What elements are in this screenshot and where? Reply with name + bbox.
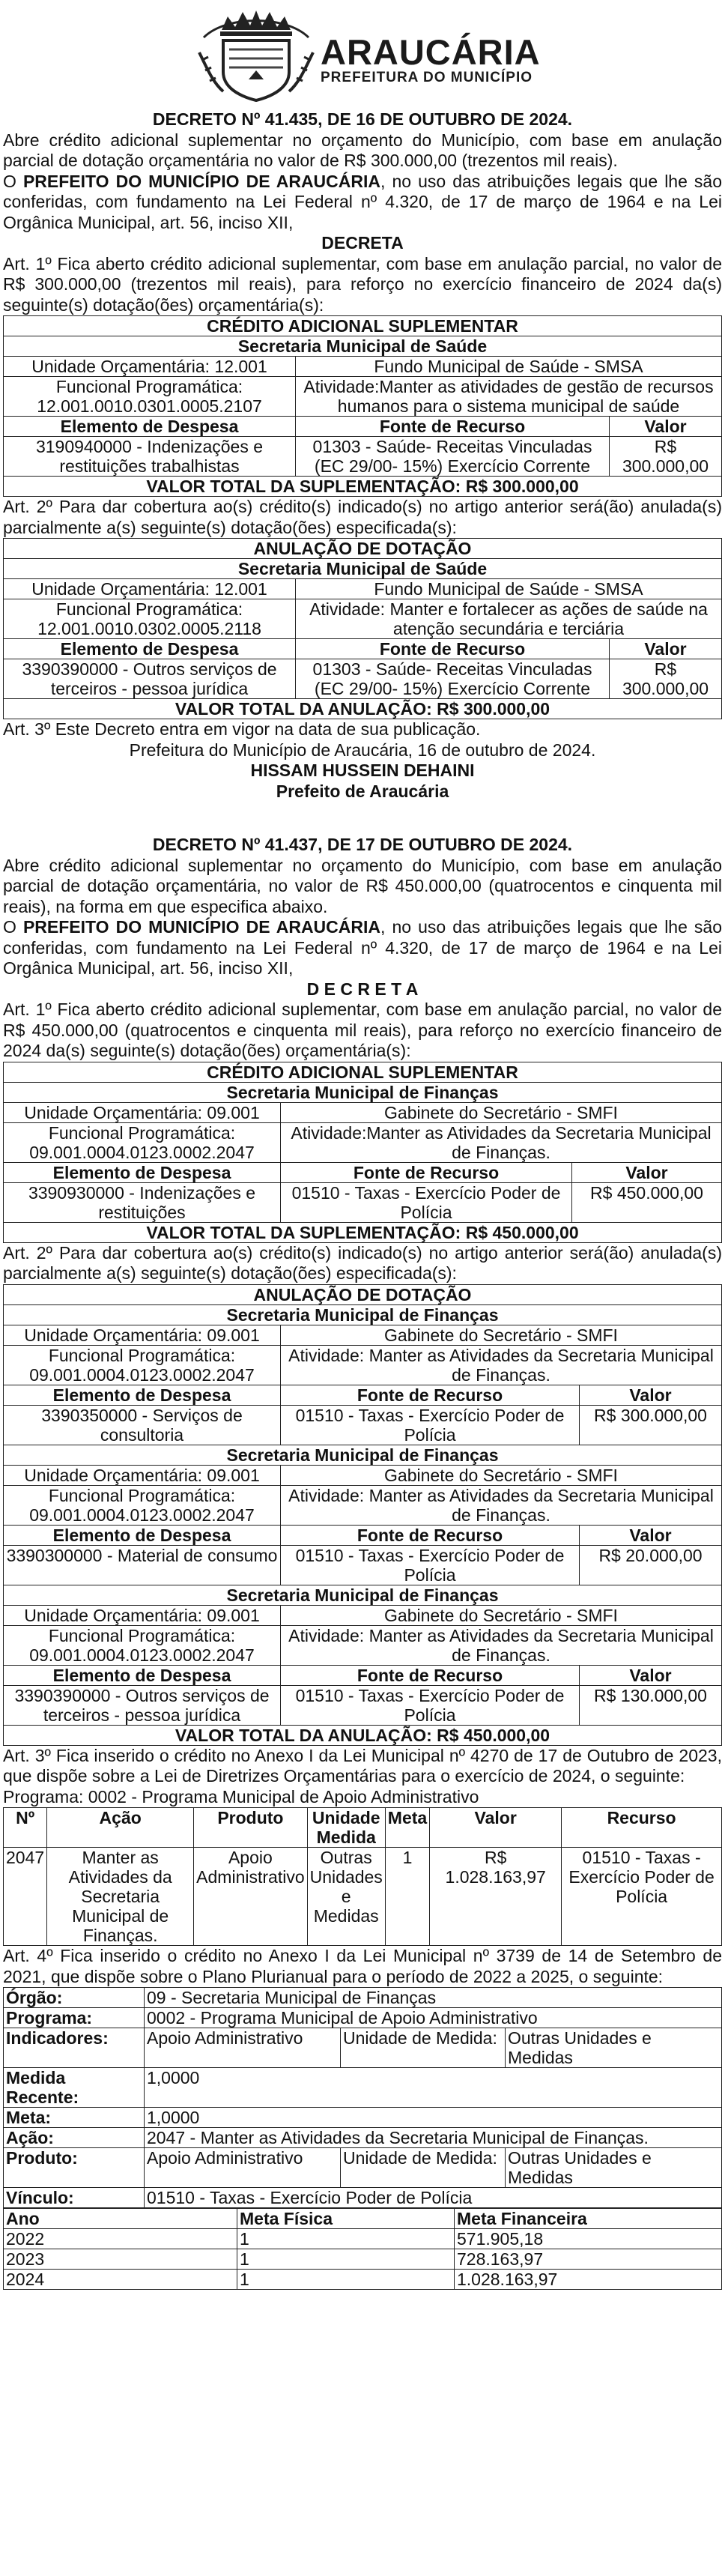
programa-line: Programa: 0002 - Programa Municipal de Apoio Administrativo	[3, 1786, 479, 1806]
secretaria-heading: Secretaria Municipal de Finanças	[4, 1445, 722, 1465]
elemento-cell: 3390930000 - Indenizações e restituições	[4, 1182, 281, 1222]
cell-meta: 1	[385, 1848, 429, 1946]
value-acao: 2047 - Manter as Atividades da Secretaria Municipal de Finanças.	[145, 2128, 722, 2148]
atividade-cell: Atividade: Manter as Atividades da Secretaria Municipal de Finanças.	[281, 1485, 722, 1525]
cell-unidade: Outras Unidades e Medidas	[307, 1848, 385, 1946]
fonte-cell: 01510 - Taxas - Exercício Poder de Polícia	[281, 1405, 580, 1445]
cell-meta-fisica: 1	[237, 2270, 455, 2290]
cell-valor: R$ 1.028.163,97	[430, 1848, 562, 1946]
table-row	[4, 1848, 722, 1946]
signer-name: HISSAM HUSSEIN DEHAINI	[250, 761, 475, 780]
header-numero: Nº	[4, 1808, 47, 1848]
value-unidade: Outras Unidades e Medidas	[506, 2028, 722, 2068]
label-meta: Meta:	[4, 2108, 145, 2128]
total-row: VALOR TOTAL DA ANULAÇÃO: R$ 300.000,00	[4, 699, 722, 719]
unidade-cell: Unidade Orçamentária: 09.001	[4, 1102, 281, 1122]
page-header	[3, 0, 722, 109]
header-valor: Valor	[610, 417, 722, 437]
secretaria-heading: Secretaria Municipal de Finanças	[4, 1304, 722, 1325]
cell-ano: 2022	[4, 2229, 237, 2249]
brand-subtitle: PREFEITURA DO MUNICÍPIO	[321, 70, 533, 85]
valor-cell: R$ 300.000,00	[610, 437, 722, 477]
fonte-cell: 01510 - Taxas - Exercício Poder de Polícia	[281, 1182, 572, 1222]
table-row	[4, 2249, 722, 2270]
secretaria-heading: Secretaria Municipal de Saúde	[4, 559, 722, 579]
gabinete-cell: Gabinete do Secretário - SMFI	[281, 1102, 722, 1122]
ppa-years-table	[3, 2208, 722, 2290]
header-valor: Valor	[580, 1385, 722, 1405]
unidade-cell: Unidade Orçamentária: 09.001	[4, 1325, 281, 1345]
header-ano: Ano	[4, 2209, 237, 2229]
header-meta-financeira: Meta Financeira	[455, 2209, 722, 2229]
decree-ementa: Abre crédito adicional suplementar no orçamento do Município, com base em anulação parcial de dotação orçamentária, no valor de R$ 450.000,00 (quatrocentos e cinquenta mil reais), na forma em que especifica abaixo.	[3, 855, 722, 916]
total-row: VALOR TOTAL DA SUPLEMENTAÇÃO: R$ 300.000,00	[4, 477, 722, 497]
cell-recurso: 01510 - Taxas - Exercício Poder de Polícia	[562, 1848, 722, 1946]
value-programa: 0002 - Programa Municipal de Apoio Administrativo	[145, 2008, 722, 2028]
atividade-cell: Atividade:Manter as Atividades da Secretaria Municipal de Finanças.	[281, 1122, 722, 1162]
value-indicadores: Apoio Administrativo	[145, 2028, 341, 2068]
supplementary-credit-table	[3, 315, 722, 497]
decreta-heading: D E C R E T A	[306, 979, 419, 999]
value-unidade-produto: Outras Unidades e Medidas	[506, 2148, 722, 2188]
total-row: VALOR TOTAL DA ANULAÇÃO: R$ 450.000,00	[4, 1725, 722, 1745]
elemento-cell: 3190940000 - Indenizações e restituições trabalhistas	[4, 437, 296, 477]
article-1: Art. 1º Fica aberto crédito adicional suplementar, com base em anulação parcial, no valor de R$ 450.000,00 (quatrocentos e cinquenta mil reais), para reforço no exercício financeiro de 2024 da(s) seguinte(s) dotação(ões) orçamentária(s):	[3, 1000, 722, 1060]
cell-acao: Manter as Atividades da Secretaria Municipal de Finanças.	[47, 1848, 194, 1946]
table-row	[4, 2229, 722, 2249]
elemento-cell: 3390350000 - Serviços de consultoria	[4, 1405, 281, 1445]
unidade-cell: Unidade Orçamentária: 12.001	[4, 357, 296, 377]
header-meta: Meta	[385, 1808, 429, 1848]
label-unidade-produto: Unidade de Medida:	[341, 2148, 506, 2188]
article-1: Art. 1º Fica aberto crédito adicional suplementar, com base em anulação parcial, no valor de R$ 300.000,00 (trezentos mil reais), para reforço no exercício financeiro de 2024 da(s) seguinte(s) dotação(ões) orçamentária(s):	[3, 253, 722, 315]
annulment-table	[3, 1284, 722, 1746]
elemento-cell: 3390300000 - Material de consumo	[4, 1545, 281, 1585]
header-elemento: Elemento de Despesa	[4, 1665, 281, 1685]
header-meta-fisica: Meta Física	[237, 2209, 455, 2229]
fonte-cell: 01510 - Taxas - Exercício Poder de Polícia	[281, 1545, 580, 1585]
header-valor: Valor	[430, 1808, 562, 1848]
ldo-program-table	[3, 1807, 722, 1946]
preamble-text: , no uso das atribuições legais que lhe são conferidas, com fundamento na Lei Federal nº 4.320, de 17 de março de 1964 e na Lei Orgânica Municipal, art. 56, inciso XII,	[3, 917, 723, 978]
municipality-logo	[196, 7, 541, 103]
ppa-info-table	[3, 1987, 722, 2208]
cell-meta-financeira: 1.028.163,97	[455, 2270, 722, 2290]
annulment-table	[3, 538, 722, 719]
decreta-heading: DECRETA	[321, 233, 404, 253]
gabinete-cell: Gabinete do Secretário - SMFI	[281, 1605, 722, 1625]
atividade-cell: Atividade: Manter e fortalecer as ações de saúde na atenção secundária e terciária	[296, 599, 722, 639]
header-fonte: Fonte de Recurso	[281, 1162, 572, 1182]
header-elemento: Elemento de Despesa	[4, 1385, 281, 1405]
place-date: Prefeitura do Município de Araucária, 16 de outubro de 2024.	[129, 740, 596, 760]
table-row	[4, 2270, 722, 2290]
label-indicadores: Indicadores:	[4, 2028, 145, 2068]
supplementary-credit-table	[3, 1062, 722, 1243]
elemento-cell: 3390390000 - Outros serviços de terceiros - pessoa jurídica	[4, 659, 296, 699]
decree-preamble	[3, 172, 722, 234]
label-orgao: Órgão:	[4, 1988, 145, 2008]
label-acao: Ação:	[4, 2128, 145, 2148]
table-title: CRÉDITO ADICIONAL SUPLEMENTAR	[4, 1062, 722, 1082]
atividade-cell: Atividade:Manter as atividades de gestão de recursos humanos para o sistema municipal de saúde	[296, 377, 722, 417]
value-orgao: 09 - Secretaria Municipal de Finanças	[145, 1988, 722, 2008]
preamble-authority: PREFEITO DO MUNICÍPIO DE ARAUCÁRIA	[22, 171, 381, 191]
fonte-cell: 01303 - Saúde- Receitas Vinculadas (EC 29/00- 15%) Exercício Corrente	[296, 659, 610, 699]
valor-cell: R$ 130.000,00	[580, 1685, 722, 1725]
funcional-cell: Funcional Programática: 12.001.0010.0301.0005.2107	[4, 377, 296, 417]
preamble-prefix: O	[3, 171, 23, 191]
label-unidade: Unidade de Medida:	[341, 2028, 506, 2068]
cell-meta-financeira: 571.905,18	[455, 2229, 722, 2249]
fonte-cell: 01303 - Saúde- Receitas Vinculadas (EC 29/00- 15%) Exercício Corrente	[296, 437, 610, 477]
elemento-cell: 3390390000 - Outros serviços de terceiros - pessoa jurídica	[4, 1685, 281, 1725]
value-meta: 1,0000	[145, 2108, 722, 2128]
value-produto: Apoio Administrativo	[145, 2148, 341, 2188]
decree-title: DECRETO Nº 41.435, DE 16 DE OUTUBRO DE 2024.	[152, 109, 573, 129]
unidade-cell: Unidade Orçamentária: 09.001	[4, 1465, 281, 1485]
valor-cell: R$ 20.000,00	[580, 1545, 722, 1585]
fundo-cell: Fundo Municipal de Saúde - SMSA	[296, 357, 722, 377]
header-fonte: Fonte de Recurso	[296, 417, 610, 437]
valor-cell: R$ 450.000,00	[572, 1182, 722, 1222]
gabinete-cell: Gabinete do Secretário - SMFI	[281, 1325, 722, 1345]
table-title: CRÉDITO ADICIONAL SUPLEMENTAR	[4, 316, 722, 336]
funcional-cell: Funcional Programática: 09.001.0004.0123.0002.2047	[4, 1345, 281, 1385]
fundo-cell: Fundo Municipal de Saúde - SMSA	[296, 579, 722, 599]
header-unidade: Unidade Medida	[307, 1808, 385, 1848]
header-produto: Produto	[194, 1808, 307, 1848]
article-2: Art. 2º Para dar cobertura ao(s) crédito(s) indicado(s) no artigo anterior será(ão) anulada(s) parcialmente a(s) seguinte(s) dotação(ões) especificada(s):	[3, 1242, 722, 1283]
header-elemento: Elemento de Despesa	[4, 1525, 281, 1545]
header-fonte: Fonte de Recurso	[296, 639, 610, 659]
cell-meta-fisica: 1	[237, 2229, 455, 2249]
unidade-cell: Unidade Orçamentária: 12.001	[4, 579, 296, 599]
header-fonte: Fonte de Recurso	[281, 1665, 580, 1685]
table-title: ANULAÇÃO DE DOTAÇÃO	[4, 1284, 722, 1304]
atividade-cell: Atividade: Manter as Atividades da Secretaria Municipal de Finanças.	[281, 1625, 722, 1665]
secretaria-heading: Secretaria Municipal de Saúde	[4, 336, 722, 357]
header-valor: Valor	[610, 639, 722, 659]
secretaria-heading: Secretaria Municipal de Finanças	[4, 1082, 722, 1102]
decree-ementa: Abre crédito adicional suplementar no orçamento do Município, com base em anulação parcial de dotação orçamentária no valor de R$ 300.000,00 (trezentos mil reais).	[3, 130, 722, 170]
cell-meta-financeira: 728.163,97	[455, 2249, 722, 2270]
label-medida: Medida Recente:	[4, 2068, 145, 2108]
decree-41437	[3, 835, 722, 2290]
label-produto: Produto:	[4, 2148, 145, 2188]
cell-meta-fisica: 1	[237, 2249, 455, 2270]
header-recurso: Recurso	[562, 1808, 722, 1848]
cell-produto: Apoio Administrativo	[194, 1848, 307, 1946]
funcional-cell: Funcional Programática: 09.001.0004.0123.0002.2047	[4, 1485, 281, 1525]
decree-41435	[3, 109, 722, 802]
secretaria-heading: Secretaria Municipal de Finanças	[4, 1585, 722, 1605]
atividade-cell: Atividade: Manter as Atividades da Secretaria Municipal de Finanças.	[281, 1345, 722, 1385]
decree-title: DECRETO Nº 41.437, DE 17 DE OUTUBRO DE 2024.	[152, 835, 573, 854]
cell-numero: 2047	[4, 1848, 47, 1946]
value-medida: 1,0000	[145, 2068, 722, 2108]
preamble-prefix: O	[3, 917, 23, 937]
header-fonte: Fonte de Recurso	[281, 1525, 580, 1545]
value-vinculo: 01510 - Taxas - Exercício Poder de Polícia	[145, 2188, 722, 2208]
fonte-cell: 01510 - Taxas - Exercício Poder de Polícia	[281, 1685, 580, 1725]
araucaria-crest-icon	[196, 7, 316, 103]
preamble-text: , no uso das atribuições legais que lhe são conferidas, com fundamento na Lei Federal nº 4.320, de 17 de março de 1964 e na Lei Orgânica Municipal, art. 56, inciso XII,	[3, 171, 723, 232]
total-row: VALOR TOTAL DA SUPLEMENTAÇÃO: R$ 450.000,00	[4, 1222, 722, 1242]
article-3: Art. 3º Este Decreto entra em vigor na data de sua publicação.	[3, 719, 481, 739]
header-acao: Ação	[47, 1808, 194, 1848]
funcional-cell: Funcional Programática: 12.001.0010.0302.0005.2118	[4, 599, 296, 639]
preamble-authority: PREFEITO DO MUNICÍPIO DE ARAUCÁRIA	[22, 917, 381, 937]
signer-role: Prefeito de Araucária	[276, 781, 449, 801]
cell-ano: 2023	[4, 2249, 237, 2270]
header-fonte: Fonte de Recurso	[281, 1385, 580, 1405]
table-title: ANULAÇÃO DE DOTAÇÃO	[4, 539, 722, 559]
label-vinculo: Vínculo:	[4, 2188, 145, 2208]
funcional-cell: Funcional Programática: 09.001.0004.0123.0002.2047	[4, 1122, 281, 1162]
article-3: Art. 3º Fica inserido o crédito no Anexo I da Lei Municipal nº 4270 de 17 de Outubro de 2023, que dispõe sobre a Lei de Diretrizes Orçamentárias para o exercício de 2024, o seguinte:	[3, 1745, 722, 1786]
brand-name: ARAUCÁRIA	[321, 32, 541, 72]
gabinete-cell: Gabinete do Secretário - SMFI	[281, 1465, 722, 1485]
header-elemento: Elemento de Despesa	[4, 417, 296, 437]
decree-preamble	[3, 917, 722, 979]
cell-ano: 2024	[4, 2270, 237, 2290]
header-elemento: Elemento de Despesa	[4, 1162, 281, 1182]
header-elemento: Elemento de Despesa	[4, 639, 296, 659]
header-valor: Valor	[580, 1525, 722, 1545]
unidade-cell: Unidade Orçamentária: 09.001	[4, 1605, 281, 1625]
brand-text	[321, 34, 541, 85]
header-valor: Valor	[572, 1162, 722, 1182]
section-spacer	[3, 802, 722, 835]
header-valor: Valor	[580, 1665, 722, 1685]
funcional-cell: Funcional Programática: 09.001.0004.0123.0002.2047	[4, 1625, 281, 1665]
valor-cell: R$ 300.000,00	[610, 659, 722, 699]
valor-cell: R$ 300.000,00	[580, 1405, 722, 1445]
label-programa: Programa:	[4, 2008, 145, 2028]
article-2: Art. 2º Para dar cobertura ao(s) crédito(s) indicado(s) no artigo anterior será(ão) anulada(s) parcialmente a(s) seguinte(s) dotação(ões) especificada(s):	[3, 497, 722, 537]
article-4: Art. 4º Fica inserido o crédito no Anexo I da Lei Municipal nº 3739 de 14 de Setembro de 2021, que dispõe sobre o Plano Plurianual para o período de 2022 a 2025, o seguinte:	[3, 1946, 722, 1986]
